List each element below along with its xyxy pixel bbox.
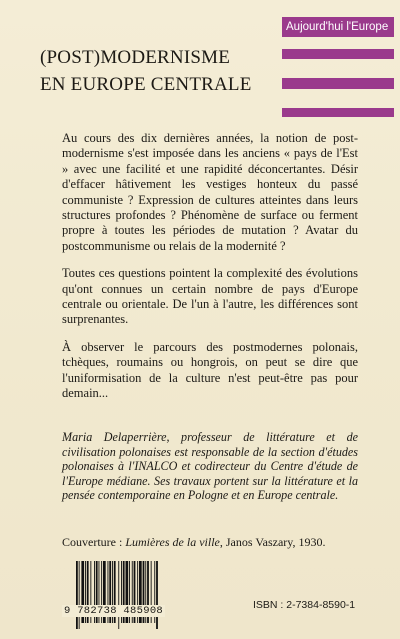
barcode-bar [156,561,158,629]
barcode-bar [79,561,80,629]
isbn: ISBN : 2-7384-8590-1 [253,599,356,611]
credit-rest: , Janos Vaszary, 1930. [219,535,326,549]
accent-bar [282,108,394,117]
barcode-bar [118,561,119,629]
barcode-number: 9 782738 485908 [64,605,164,617]
accent-bar [282,78,394,89]
author-bio: Maria Delaperrière, professeur de littérature et de civilisation polonaises est responsable de la section d'études polonaises à l'INALCO et codirecteur du Centre d'étude de l'Europe médiane. Ses travaux portent sur la littérature et la pensée contemporaine en Pologne et en Europe centrale. [62,430,358,503]
credit-work: Lumières de la ville [125,535,220,549]
book-title [40,44,280,98]
cover-credit [62,535,362,550]
collection-label: Aujourd'hui l'Europe [282,17,394,37]
barcode-bar [76,561,78,629]
accent-bar [282,49,394,59]
blurb-paragraph: Au cours des dix dernières années, la notion de post-modernisme s'est imposée dans les anciens « pays de l'Est » avec une facilité et une rapidité déconcertantes. Désir d'effacer hâtivement les vestiges honteux du passé communiste ? Expression de cultures atteintes dans leurs structures profondes ? Phénomène de surface ou ferment propre à toutes les périodes de mutation ? Avatar du postcommunisme ou relais de la modernité ? [62,131,358,253]
blurb-paragraph: Toutes ces questions pointent la complexité des évolutions qu'ont connues un certain nombre de pays d'Europe centrale ou orientale. De l'un à l'autre, les différences sont surprenantes. [62,266,358,327]
title-line-1: (POST)MODERNISME [40,47,231,68]
blurb-paragraph: À observer le parcours des postmodernes polonais, tchèques, roumains ou hongrois, on peut se dire que l'uniformisation de la culture n'est peut-être pas pour demain... [62,339,358,401]
blurb [62,131,358,414]
credit-label: Couverture : [62,535,126,549]
barcode [74,561,180,631]
title-line-2: EN EUROPE CENTRALE [40,74,252,95]
